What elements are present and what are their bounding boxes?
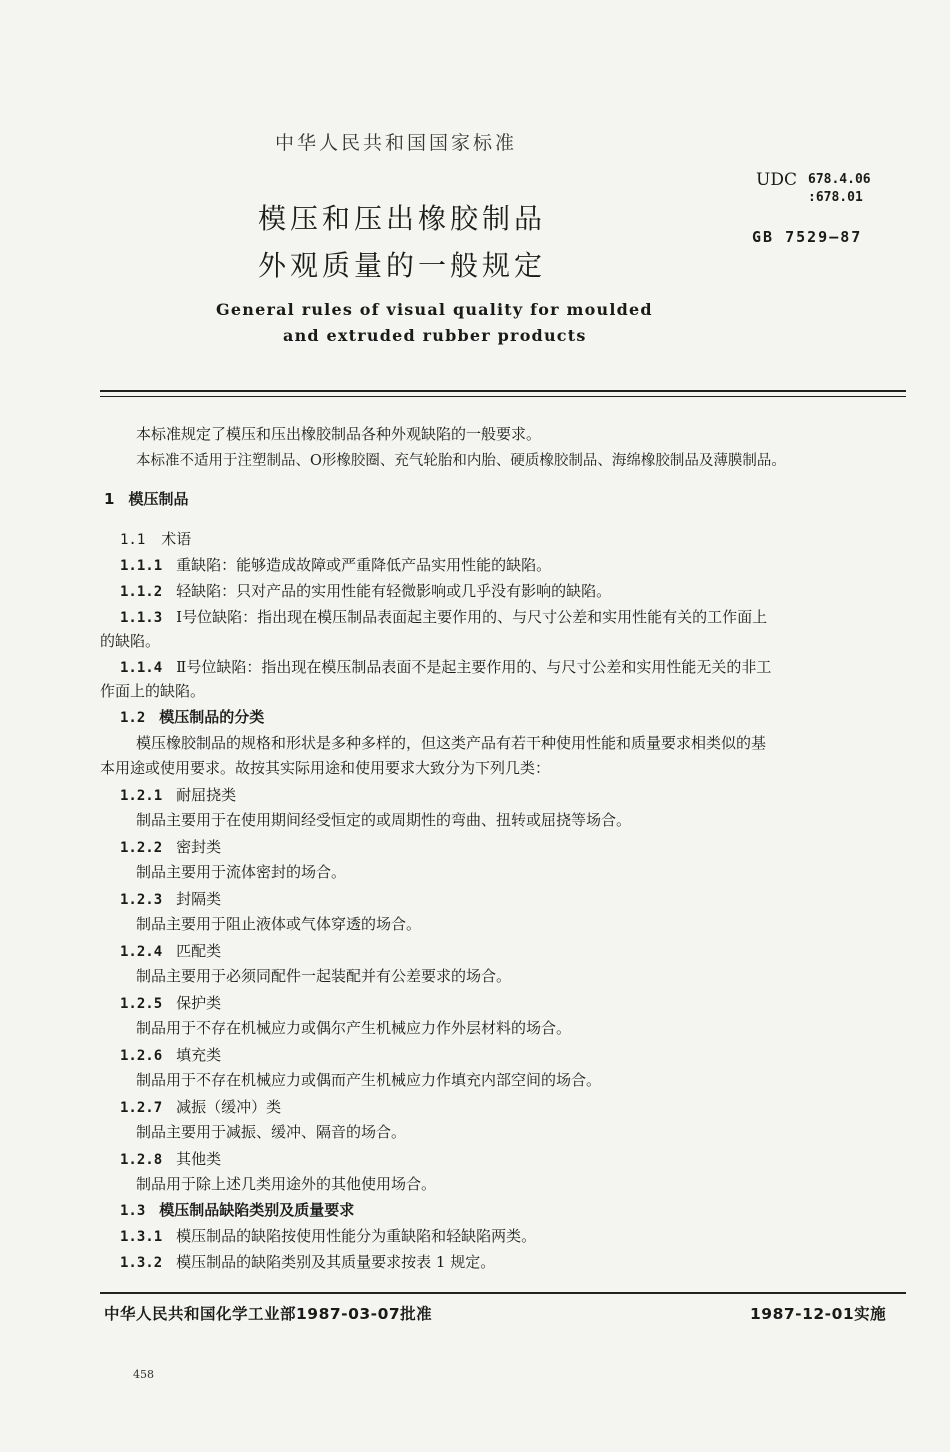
clause-title: 模压制品的分类	[159, 708, 265, 726]
clause-1-1-3-continued: 的缺陷。	[100, 632, 161, 650]
clause-1-3-1	[120, 1225, 536, 1246]
clause-title: 模压制品缺陷类别及质量要求	[159, 1201, 355, 1219]
clause-text: Ⅱ号位缺陷：指出现在模压制品表面不是起主要作用的、与尺寸公差和实用性能无关的非工	[176, 658, 772, 676]
clause-number: 1.2.2	[120, 840, 163, 856]
category-title: 减振（缓冲）类	[176, 1098, 282, 1116]
clause-number: 1.1.1	[120, 558, 163, 574]
category-title: 匹配类	[176, 942, 222, 960]
category-description: 制品用于除上述几类用途外的其他使用场合。	[136, 1175, 437, 1193]
clause-title: 术语	[161, 530, 192, 548]
section-title: 模压制品	[128, 490, 189, 508]
category-title-row	[120, 1044, 221, 1065]
category-title-row	[120, 1148, 221, 1169]
category-title: 填充类	[176, 1046, 222, 1064]
category-title-row	[120, 940, 221, 961]
title-en-line2: and extruded rubber products	[283, 326, 587, 345]
approval-line: 中华人民共和国化学工业部1987-03-07批准	[104, 1305, 433, 1323]
clause-number: 1.2.7	[120, 1100, 163, 1116]
footer-rule	[100, 1292, 906, 1294]
clause-text: 重缺陷：能够造成故障或严重降低产品实用性能的缺陷。	[176, 556, 552, 574]
title-en-line1: General rules of visual quality for moulded	[216, 300, 653, 319]
clause-text: 模压制品的缺陷按使用性能分为重缺陷和轻缺陷两类。	[176, 1227, 537, 1245]
top-rule-thick	[100, 390, 906, 392]
clause-number: 1.2.6	[120, 1048, 163, 1064]
category-title: 封隔类	[176, 890, 222, 908]
category-title: 保护类	[176, 994, 222, 1012]
clause-text: 轻缺陷：只对产品的实用性能有轻微影响或几乎没有影响的缺陷。	[176, 582, 612, 600]
clause-1-1-3	[120, 606, 767, 627]
clause-number: 1.1.2	[120, 584, 163, 600]
top-rule-thin	[100, 396, 906, 397]
intro-paragraph-2: 本标准不适用于注塑制品、O形橡胶圈、充气轮胎和内胎、硬质橡胶制品、海绵橡胶制品及薄膜制品。	[136, 453, 786, 469]
category-description: 制品主要用于减振、缓冲、隔音的场合。	[136, 1123, 407, 1141]
clause-1-1-4-continued: 作面上的缺陷。	[100, 682, 206, 700]
clause-number: 1.1	[120, 532, 146, 548]
clause-number: 1.2.5	[120, 996, 163, 1012]
subsection-1-3	[120, 1199, 354, 1220]
udc-code-line1: 678.4.06	[808, 172, 871, 187]
category-title-row	[120, 992, 221, 1013]
category-title-row	[120, 1096, 281, 1117]
title-cn-line2: 外观质量的一般规定	[258, 249, 547, 282]
category-title: 密封类	[176, 838, 222, 856]
subsection-1-2	[120, 706, 264, 727]
category-description: 制品主要用于流体密封的场合。	[136, 863, 347, 881]
section-1-heading	[104, 488, 188, 509]
subsection-1-2-paragraph: 模压橡胶制品的规格和形状是多种多样的，但这类产品有若干种使用性能和质量要求相类似的基	[136, 734, 767, 752]
category-title-row	[120, 888, 221, 909]
category-description: 制品用于不存在机械应力或偶而产生机械应力作填充内部空间的场合。	[136, 1071, 602, 1089]
clause-number: 1.3.1	[120, 1229, 163, 1245]
category-title: 其他类	[176, 1150, 222, 1168]
subsection-1-1	[120, 528, 191, 549]
category-description: 制品主要用于阻止液体或气体穿透的场合。	[136, 915, 422, 933]
udc-label: UDC	[756, 170, 797, 190]
clause-1-1-1	[120, 554, 551, 575]
clause-number: 1.3.2	[120, 1255, 163, 1271]
category-title-row	[120, 784, 236, 805]
title-cn-line1: 模压和压出橡胶制品	[258, 202, 547, 235]
subsection-1-2-paragraph-continued: 本用途或使用要求。故按其实际用途和使用要求大致分为下列几类：	[100, 759, 551, 777]
gb-code: GB 7529—87	[752, 228, 863, 246]
clause-number: 1.3	[120, 1203, 146, 1219]
category-description: 制品用于不存在机械应力或偶尔产生机械应力作外层材料的场合。	[136, 1019, 572, 1037]
clause-number: 1.2.3	[120, 892, 163, 908]
clause-number: 1.1.3	[120, 610, 163, 626]
clause-1-3-2	[120, 1251, 495, 1272]
clause-text: 模压制品的缺陷类别及其质量要求按表 1 规定。	[176, 1253, 496, 1271]
udc-code-line2: :678.01	[808, 190, 863, 205]
category-description: 制品主要用于在使用期间经受恒定的或周期性的弯曲、扭转或屈挠等场合。	[136, 811, 632, 829]
clause-1-1-2	[120, 580, 611, 601]
category-title-row	[120, 836, 221, 857]
clause-number: 1.1.4	[120, 660, 163, 676]
section-number: 1	[104, 490, 115, 508]
intro-paragraph-1: 本标准规定了模压和压出橡胶制品各种外观缺陷的一般要求。	[136, 425, 542, 443]
clause-number: 1.2.4	[120, 944, 163, 960]
clause-number: 1.2.8	[120, 1152, 163, 1168]
page-number: 458	[133, 1368, 154, 1381]
category-description: 制品主要用于必须同配件一起装配并有公差要求的场合。	[136, 967, 512, 985]
clause-text: Ⅰ号位缺陷：指出现在模压制品表面起主要作用的、与尺寸公差和实用性能有关的工作面上	[176, 608, 768, 626]
clause-1-1-4	[120, 656, 771, 677]
category-title: 耐屈挠类	[176, 786, 237, 804]
effective-date: 1987-12-01实施	[750, 1305, 887, 1323]
standard-type-heading: 中华人民共和国国家标准	[275, 132, 518, 154]
clause-number: 1.2	[120, 710, 146, 726]
clause-number: 1.2.1	[120, 788, 163, 804]
